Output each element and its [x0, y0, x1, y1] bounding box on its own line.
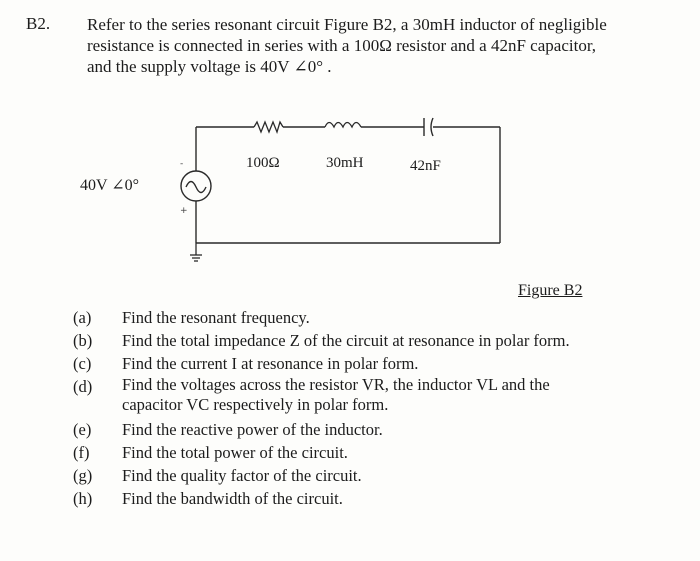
part-label: (d)	[73, 377, 93, 396]
ac-source-icon	[181, 171, 211, 201]
question-number: B2.	[26, 14, 51, 33]
supply-voltage-label: 40V ∠0°	[80, 177, 140, 194]
list-item	[73, 352, 693, 375]
part-text: Find the bandwidth of the circuit.	[122, 489, 343, 508]
part-text: Find the total power of the circuit.	[122, 443, 348, 462]
ground-icon	[190, 243, 202, 261]
part-label: (e)	[73, 420, 92, 439]
capacitor-icon	[424, 118, 433, 136]
list-item	[73, 329, 693, 352]
intro-line: resistance is connected in series with a 100Ω resistor and a 42nF capacitor,	[87, 36, 597, 55]
part-text: Find the reactive power of the inductor.	[122, 420, 383, 439]
part-text: Find the total impedance Z of the circuit at resonance in polar form.	[122, 331, 570, 350]
part-text-line: capacitor VC respectively in polar form.	[122, 395, 389, 414]
part-text: Find the quality factor of the circuit.	[122, 466, 362, 485]
intro-line: Refer to the series resonant circuit Figure B2, a 30mH inductor of negligible	[87, 15, 607, 34]
svg-text:+: +	[180, 206, 188, 216]
list-item	[73, 441, 693, 464]
part-label: (b)	[73, 331, 93, 350]
part-text: Find the current I at resonance in polar form.	[122, 354, 419, 373]
list-item	[73, 487, 693, 510]
part-text-line: Find the voltages across the resistor VR, the inductor VL and the	[122, 375, 550, 394]
list-item	[73, 418, 693, 441]
question-parts	[73, 306, 693, 510]
intro-line: and the supply voltage is 40V ∠0° .	[87, 57, 332, 76]
part-label: (h)	[73, 489, 93, 508]
list-item	[73, 375, 693, 415]
svg-text:-: -	[180, 159, 184, 169]
part-label: (a)	[73, 308, 92, 327]
part-label: (c)	[73, 354, 92, 373]
inductor-icon	[325, 123, 361, 128]
part-label: (g)	[73, 466, 93, 485]
inductor-label: 30mH	[326, 155, 364, 171]
part-label: (f)	[73, 443, 90, 462]
figure-caption: Figure B2	[518, 282, 583, 299]
list-item	[73, 306, 693, 329]
resistor-icon	[254, 122, 283, 132]
part-text	[122, 375, 693, 415]
list-item	[73, 464, 693, 487]
capacitor-label: 42nF	[410, 158, 441, 174]
part-text: Find the resonant frequency.	[122, 308, 310, 327]
resistor-label: 100Ω	[246, 155, 280, 171]
